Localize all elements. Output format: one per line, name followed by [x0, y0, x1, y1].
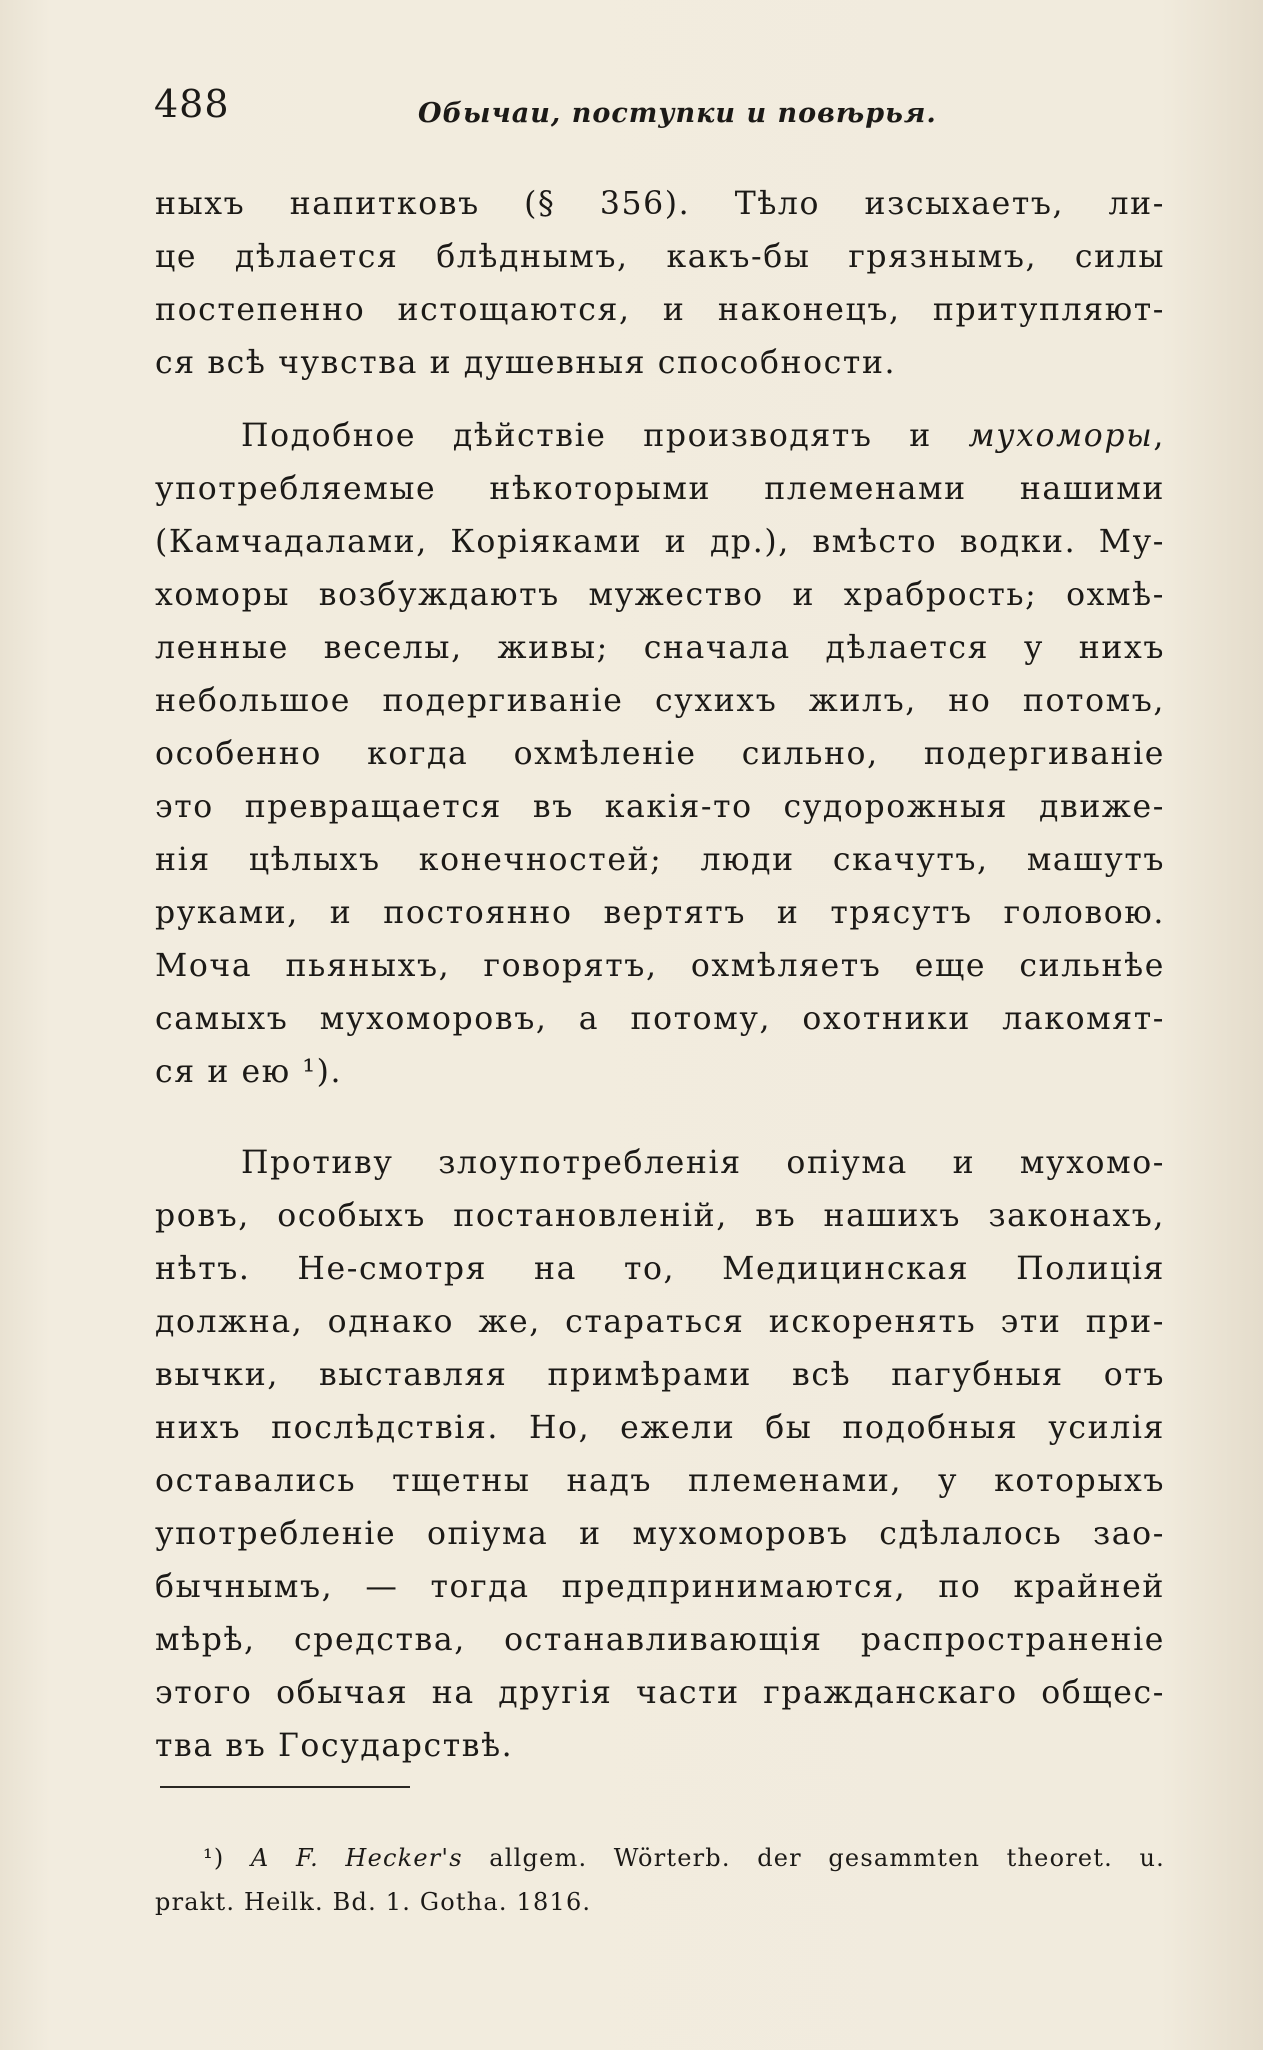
text-line: вычки, выставляя примѣрами всѣ пагубныя отъ [155, 1357, 1165, 1393]
text-line: Моча пьяныхъ, говорятъ, охмѣляетъ еще сильнѣе [155, 948, 1165, 984]
text-line: нія цѣлыхъ конечностей; люди скачутъ, машутъ [155, 842, 1165, 878]
footnote-title: allgem. Wörterb. der gesammten theoret. u. [462, 1844, 1165, 1872]
paragraph-2 [155, 410, 1165, 1099]
text-line: бычнымъ, — тогда предпринимаются, по крайней [155, 1569, 1165, 1605]
text-line: ся и ею ¹). [155, 1054, 343, 1090]
text-line: особенно когда охмѣленіе сильно, подергиваніе [155, 736, 1165, 772]
footnote [155, 1836, 1165, 1924]
text-line: ся всѣ чувства и душевныя способности. [155, 345, 897, 381]
body-text [155, 178, 1165, 1773]
text-line: нѣтъ. Не-смотря на то, Медицинская Полиція [155, 1251, 1165, 1287]
footnote-divider [160, 1786, 410, 1788]
footnote-author: A F. Hecker's [250, 1844, 463, 1872]
text-line: хоморы возбуждаютъ мужество и храбрость; охмѣ- [155, 577, 1165, 613]
paragraph-1 [155, 178, 1165, 390]
text-line: це дѣлается блѣднымъ, какъ-бы грязнымъ, силы [155, 239, 1165, 275]
text-run: , [1153, 418, 1165, 454]
text-line: этого обычая на другія части гражданскаго общес- [155, 1675, 1165, 1711]
text-line: ровъ, особыхъ постановленій, въ нашихъ законахъ, [155, 1198, 1165, 1234]
text-line: оставались тщетны надъ племенами, у которыхъ [155, 1463, 1165, 1499]
page-header [150, 82, 1130, 142]
footnote-line [155, 1836, 1165, 1880]
text-line [155, 410, 1165, 463]
footnote-line: prakt. Heilk. Bd. 1. Gotha. 1816. [155, 1888, 592, 1916]
text-line: употребляемые нѣкоторыми племенами нашими [155, 471, 1165, 507]
emphasis-term: мухоморы [968, 418, 1154, 454]
text-line: мѣрѣ, средства, останавливающія распространеніе [155, 1622, 1165, 1658]
footnote-marker: ¹) [203, 1844, 225, 1872]
text-line: употребленіе опіума и мухоморовъ сдѣлалось зао- [155, 1516, 1165, 1552]
text-line: постепенно истощаются, и наконецъ, притупляют- [155, 292, 1165, 328]
text-line: небольшое подергиваніе сухихъ жилъ, но потомъ, [155, 683, 1165, 719]
text-line: руками, и постоянно вертятъ и трясутъ головою. [155, 895, 1165, 931]
text-line: ныхъ напитковъ (§ 356). Тѣло изсыхаетъ, ли- [155, 186, 1165, 222]
text-line: самыхъ мухоморовъ, а потому, охотники лакомят- [155, 1001, 1165, 1037]
text-line: должна, однако же, стараться искоренять эти при- [155, 1304, 1165, 1340]
text-line: (Камчадалами, Коріяками и др.), вмѣсто водки. Му- [155, 524, 1165, 560]
text-line: это превращается въ какія-то судорожныя движе- [155, 789, 1165, 825]
running-head: Обычаи, поступки и повѣрья. [418, 98, 937, 129]
text-line: Противу злоупотребленія опіума и мухомо- [241, 1145, 1165, 1181]
paragraph-3 [155, 1137, 1165, 1773]
page-number: 488 [154, 82, 230, 126]
text-line: ленные веселы, живы; сначала дѣлается у нихъ [155, 630, 1165, 666]
text-line: нихъ послѣдствія. Но, ежели бы подобныя усилія [155, 1410, 1165, 1446]
text-line: тва въ Государствѣ. [155, 1728, 514, 1764]
text-run: Подобное дѣйствіе производятъ и [241, 418, 969, 454]
